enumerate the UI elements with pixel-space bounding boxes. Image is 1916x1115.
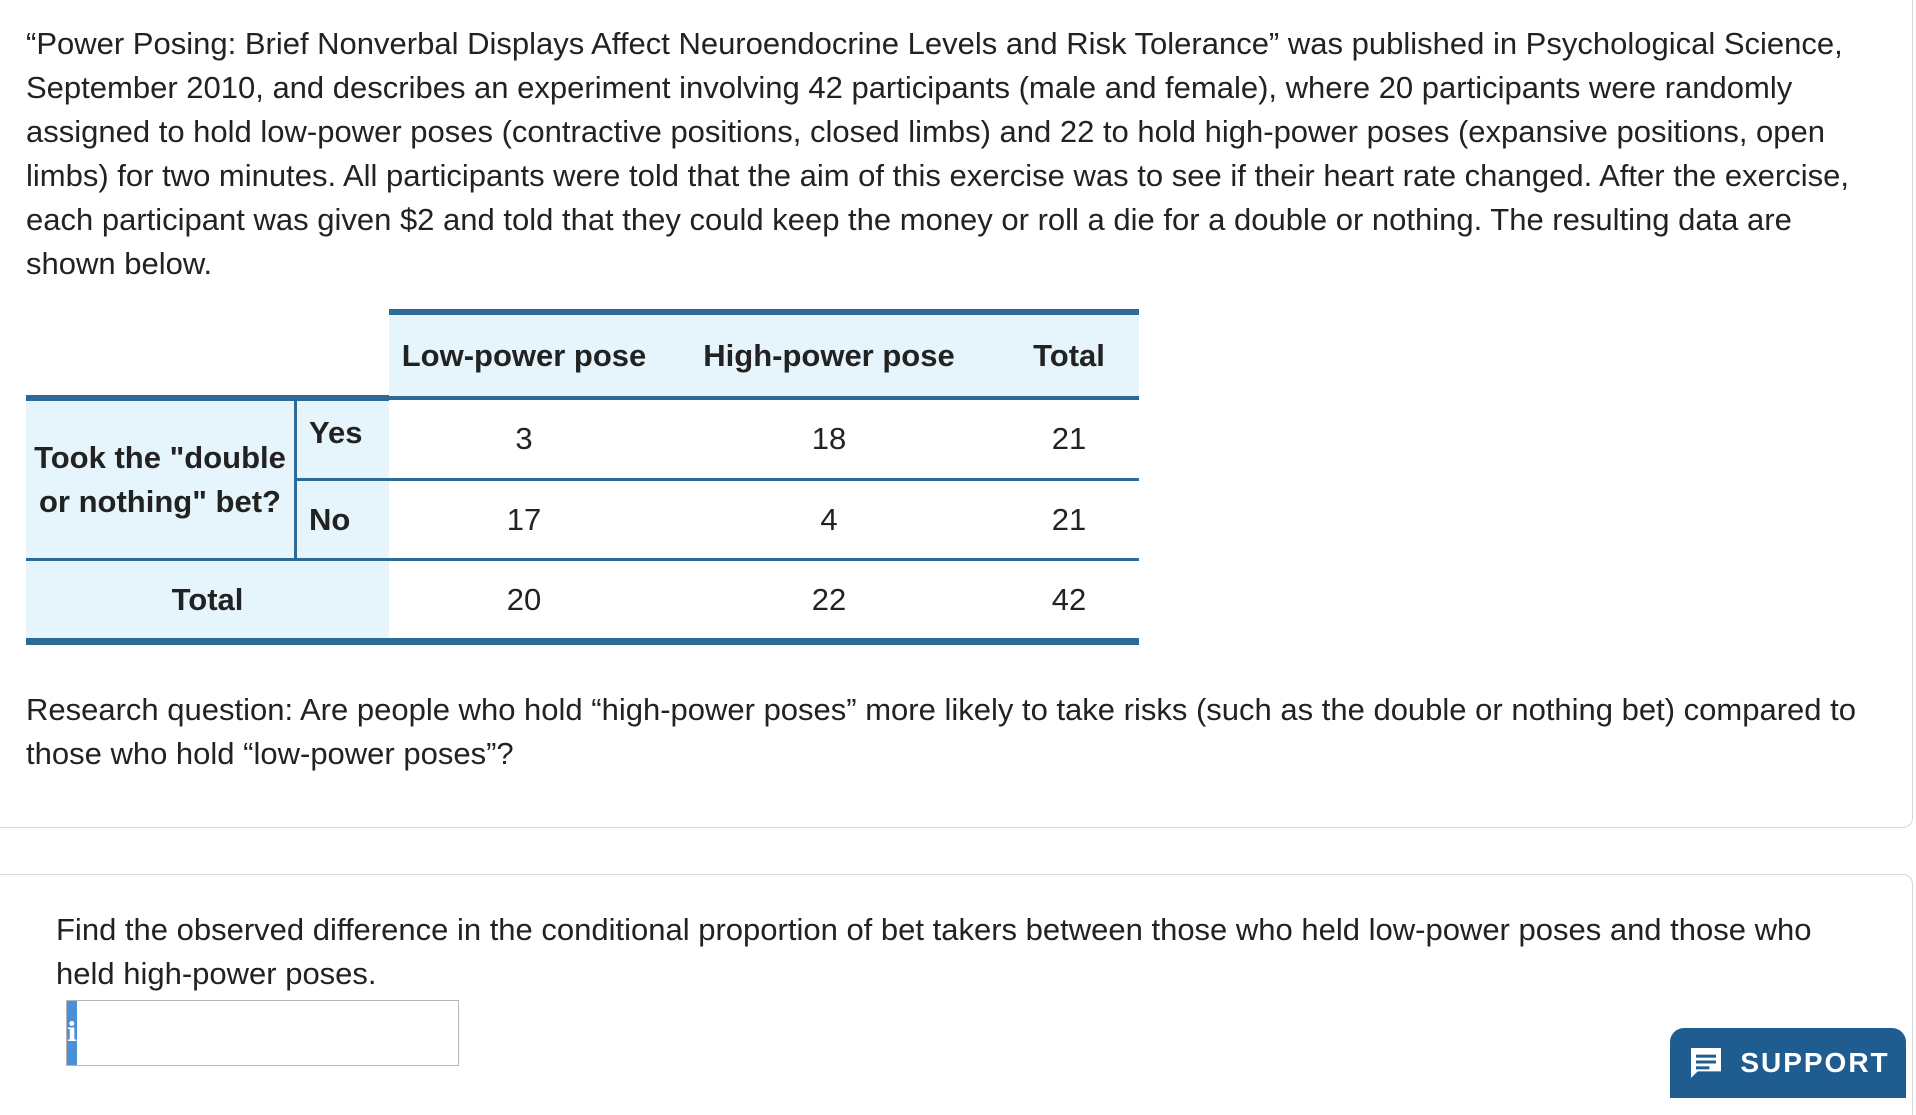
row-label-total: Total — [26, 560, 389, 642]
row-label-yes: Yes — [296, 398, 390, 480]
col-header-low-power: Low-power pose — [389, 312, 659, 398]
row-label-no: No — [296, 480, 390, 560]
table-cell: 18 — [659, 398, 999, 480]
table-cell: 20 — [389, 560, 659, 642]
info-icon[interactable]: i — [67, 1001, 77, 1065]
contingency-table — [26, 309, 1139, 645]
chat-icon — [1686, 1043, 1726, 1083]
table-total-row — [26, 560, 1139, 642]
table-cell: 21 — [999, 398, 1139, 480]
row-group-label: Took the "double or nothing" bet? — [26, 398, 296, 560]
table-corner — [26, 312, 389, 398]
research-question: Research question: Are people who hold “high-power poses” more likely to take risks (such as the double or nothing bet) compared to those who hold “low-power poses”? — [26, 692, 1856, 771]
table-cell: 17 — [389, 480, 659, 560]
intro-paragraph: “Power Posing: Brief Nonverbal Displays Affect Neuroendocrine Levels and Risk Tolerance” was published in Psychological Science, September 2010, and describes an experiment involving 42 participants (male and female), where 20 participants were randomly assigned to hold low-power poses (contractive positions, closed limbs) and 22 to hold high-power poses (expansive positions, open limbs) for two minutes. All participants were told that the aim of this exercise was to see if their heart rate changed. After the exercise, each participant was given $2 and told that they could keep the money or roll a die for a double or nothing. The resulting data are shown below. — [26, 26, 1849, 281]
table-header-row — [26, 312, 1139, 398]
col-header-total: Total — [999, 312, 1139, 398]
question-prompt: Find the observed difference in the conditional proportion of bet takers between those who held low-power poses and those who held high-power poses. — [56, 912, 1812, 991]
col-header-high-power: High-power pose — [659, 312, 999, 398]
answer-field — [66, 1000, 459, 1066]
table-cell: 3 — [389, 398, 659, 480]
answer-input[interactable] — [77, 1001, 458, 1065]
table-cell: 22 — [659, 560, 999, 642]
table-row — [26, 398, 1139, 480]
support-button[interactable] — [1670, 1028, 1906, 1098]
support-label: SUPPORT — [1740, 1047, 1890, 1078]
table-cell: 42 — [999, 560, 1139, 642]
table-cell: 21 — [999, 480, 1139, 560]
table-cell: 4 — [659, 480, 999, 560]
